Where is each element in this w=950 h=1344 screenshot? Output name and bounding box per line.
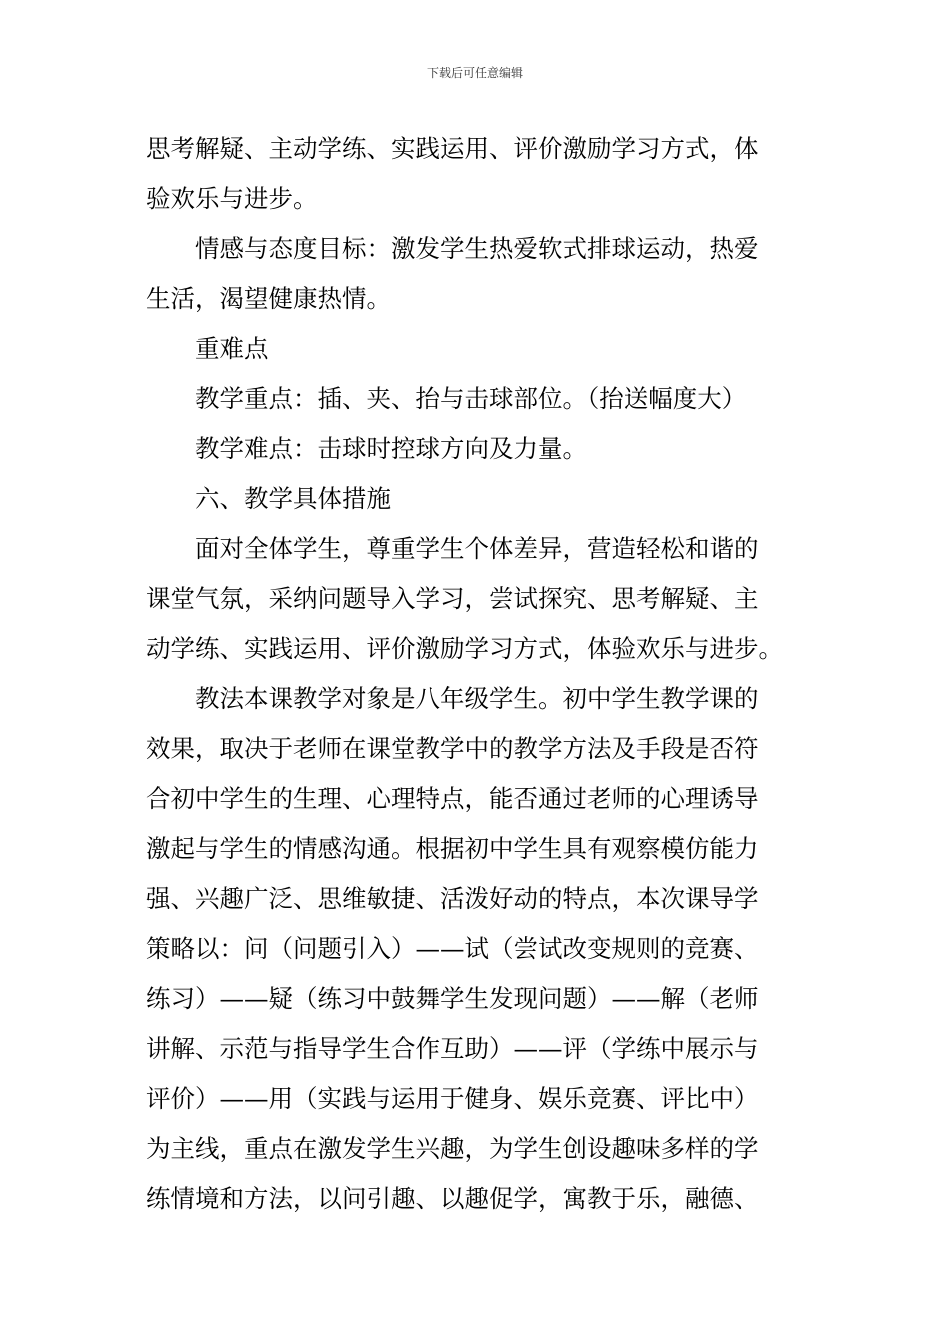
text-line: 思考解疑、主动学练、实践运用、评价激励学习方式，体	[146, 134, 759, 163]
section-heading: 重难点	[195, 334, 269, 363]
page-header-note: 下载后可任意编辑	[426, 66, 523, 80]
text-line: 为主线，重点在激发学生兴趣，为学生创设趣味多样的学	[146, 1134, 759, 1163]
text-line: 练情境和方法，以问引趣、以趣促学，寓教于乐，融德、	[146, 1184, 759, 1213]
text-line: 面对全体学生，尊重学生个体差异，营造轻松和谐的	[195, 534, 759, 563]
text-line: 策略以：问（问题引入）——试（尝试改变规则的竞赛、	[146, 934, 759, 963]
text-line: 评价）——用（实践与运用于健身、娱乐竞赛、评比中）	[146, 1084, 759, 1113]
text-line: 教学难点：击球时控球方向及力量。	[195, 434, 587, 463]
text-line: 教学重点：插、夹、抬与击球部位。（抬送幅度大）	[195, 384, 747, 413]
text-line: 课堂气氛，采纳问题导入学习，尝试探究、思考解疑、主	[146, 584, 759, 613]
text-line: 强、兴趣广泛、思维敏捷、活泼好动的特点，本次课导学	[146, 884, 759, 913]
text-line: 效果，取决于老师在课堂教学中的教学方法及手段是否符	[146, 734, 759, 763]
text-line: 激起与学生的情感沟通。根据初中学生具有观察模仿能力	[146, 834, 759, 863]
text-line: 讲解、示范与指导学生合作互助）——评（学练中展示与	[146, 1034, 759, 1063]
text-line: 动学练、实践运用、评价激励学习方式，体验欢乐与进步。	[146, 634, 783, 663]
text-line: 练习）——疑（练习中鼓舞学生发现问题）——解（老师	[146, 984, 759, 1013]
text-line: 合初中学生的生理、心理特点，能否通过老师的心理诱导	[146, 784, 759, 813]
section-heading: 六、教学具体措施	[195, 484, 391, 513]
text-line: 教法本课教学对象是八年级学生。初中学生教学课的	[195, 684, 759, 713]
text-line: 情感与态度目标：激发学生热爱软式排球运动，热爱	[195, 234, 759, 263]
text-line: 生活，渴望健康热情。	[146, 284, 391, 313]
text-line: 验欢乐与进步。	[146, 184, 318, 213]
